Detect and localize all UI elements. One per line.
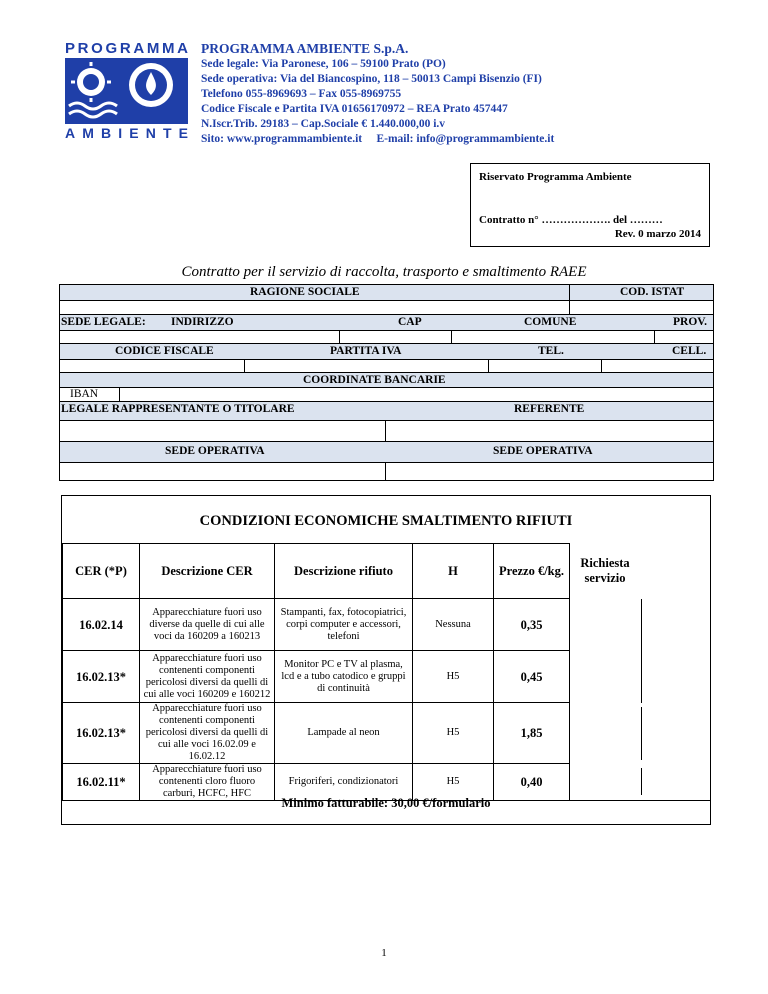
price: 1,85 bbox=[494, 703, 570, 764]
label-indirizzo: INDIRIZZO bbox=[171, 316, 234, 328]
richiesta-servizio-label: Richiesta servizio bbox=[580, 556, 630, 585]
conditions-title: CONDIZIONI ECONOMICHE SMALTIMENTO RIFIUTI bbox=[199, 513, 573, 529]
descrizione-rifiuto: Stampanti, fax, fotocopiatrici, corpi computer e accessori, telefoni bbox=[275, 599, 413, 651]
cer-code: 16.02.11* bbox=[63, 764, 140, 801]
label-sede-operativa-1: SEDE OPERATIVA bbox=[165, 445, 265, 457]
price: 0,40 bbox=[494, 764, 570, 801]
form-row-input-1 bbox=[60, 300, 713, 314]
contract-number: Contratto n° ………………. del ……… bbox=[479, 214, 663, 226]
sede-operativa-2-field[interactable] bbox=[386, 463, 713, 480]
col-header-prezzo: Prezzo €/kg. bbox=[494, 544, 570, 599]
company-info bbox=[201, 41, 721, 147]
descrizione-cer: Apparecchiature fuori uso contenenti componenti pericolosi diversi da quelli di cui alle voci 160209 e 160212 bbox=[140, 651, 275, 703]
label-coordinate-bancarie: COORDINATE BANCARIE bbox=[303, 374, 446, 386]
h-class: H5 bbox=[413, 651, 494, 703]
table-row bbox=[63, 703, 711, 764]
h-class: Nessuna bbox=[413, 599, 494, 651]
document-title: Contratto per il servizio di raccolta, trasporto e smaltimento RAEE bbox=[181, 264, 587, 280]
form-row-header-4 bbox=[60, 372, 713, 387]
label-partita-iva: PARTITA IVA bbox=[330, 345, 402, 357]
indirizzo-field[interactable] bbox=[60, 331, 340, 343]
form-row-iban bbox=[60, 387, 713, 401]
label-legale-rappresentante: LEGALE RAPPRESENTANTE O TITOLARE bbox=[61, 403, 295, 415]
richiesta-servizio-cell[interactable] bbox=[570, 764, 711, 801]
table-row bbox=[63, 651, 711, 703]
descrizione-cer: Apparecchiature fuori uso contenenti componenti pericolosi diversi da quelli di cui alle voci 16.02.09 e 16.02.12 bbox=[140, 703, 275, 764]
label-prov: PROV. bbox=[673, 316, 707, 328]
label-cod-istat: COD. ISTAT bbox=[620, 286, 685, 298]
label-cell: CELL. bbox=[672, 345, 707, 357]
descrizione-cer: Apparecchiature fuori uso diverse da quelle di cui alle voci da 160209 a 160213 bbox=[140, 599, 275, 651]
client-data-form bbox=[59, 284, 714, 481]
table-row bbox=[63, 599, 711, 651]
descrizione-rifiuto: Frigoriferi, condizionatori bbox=[275, 764, 413, 801]
minimo-fatturabile: Minimo fatturabile: 30,00 €/formulario bbox=[281, 796, 491, 810]
descrizione-rifiuto: Monitor PC e TV al plasma, lcd e a tubo catodico e gruppi di continuità bbox=[275, 651, 413, 703]
comune-field[interactable] bbox=[452, 331, 655, 343]
table-header-row bbox=[63, 544, 711, 599]
page-number: 1 bbox=[381, 947, 387, 959]
descrizione-cer: Apparecchiature fuori uso contenenti cloro fluoro carburi, HCFC, HFC bbox=[140, 764, 275, 801]
company-name: PROGRAMMA AMBIENTE S.p.A. bbox=[201, 41, 409, 56]
cod-istat-field[interactable] bbox=[570, 301, 713, 314]
logo-text-top: PROGRAMMA bbox=[65, 40, 188, 57]
partita-iva-field[interactable] bbox=[245, 360, 489, 372]
form-row-header-3 bbox=[60, 343, 713, 359]
sede-operativa-1-field[interactable] bbox=[60, 463, 386, 480]
conditions-table bbox=[62, 543, 711, 801]
table-row bbox=[63, 764, 711, 801]
company-line: Telefono 055-8969693 – Fax 055-8969755 bbox=[201, 88, 402, 100]
form-row-input-3 bbox=[60, 359, 713, 372]
reserved-box bbox=[470, 163, 710, 247]
tel-field[interactable] bbox=[489, 360, 602, 372]
descrizione-rifiuto: Lampade al neon bbox=[275, 703, 413, 764]
richiesta-servizio-cell[interactable] bbox=[570, 599, 711, 651]
label-referente: REFERENTE bbox=[514, 403, 585, 415]
cer-code: 16.02.13* bbox=[63, 703, 140, 764]
col-header-cer: CER (*P) bbox=[63, 544, 140, 599]
ragione-sociale-field[interactable] bbox=[60, 301, 570, 314]
form-row-input-2 bbox=[60, 330, 713, 343]
company-logo bbox=[63, 40, 190, 140]
form-row-header-1 bbox=[60, 285, 713, 300]
legale-rappresentante-field[interactable] bbox=[60, 421, 386, 441]
label-comune: COMUNE bbox=[524, 316, 577, 328]
form-row-header-5 bbox=[60, 401, 713, 420]
col-header-h: H bbox=[413, 544, 494, 599]
richiesta-servizio-cell[interactable] bbox=[570, 703, 711, 764]
company-line: Sede operativa: Via del Biancospino, 118 – 50013 Campi Bisenzio (FI) bbox=[201, 73, 542, 85]
price: 0,45 bbox=[494, 651, 570, 703]
label-sede-operativa-2: SEDE OPERATIVA bbox=[493, 445, 593, 457]
form-row-input-5 bbox=[60, 420, 713, 441]
reserved-title: Riservato Programma Ambiente bbox=[479, 171, 632, 183]
company-line: N.Iscr.Trib. 29183 – Cap.Sociale € 1.440.000,00 i.v bbox=[201, 118, 446, 130]
h-class: H5 bbox=[413, 703, 494, 764]
col-header-richiesta bbox=[570, 544, 711, 599]
logo-text-bottom: AMBIENTE bbox=[65, 125, 188, 140]
label-codice-fiscale: CODICE FISCALE bbox=[115, 345, 214, 357]
economic-conditions bbox=[61, 495, 711, 825]
form-row-input-6 bbox=[60, 462, 713, 480]
company-line: Sito: www.programmambiente.it E-mail: info@programmambiente.it bbox=[201, 133, 555, 145]
cer-code: 16.02.13* bbox=[63, 651, 140, 703]
label-tel: TEL. bbox=[538, 345, 564, 357]
label-cap: CAP bbox=[398, 316, 422, 328]
price: 0,35 bbox=[494, 599, 570, 651]
cap-field[interactable] bbox=[340, 331, 452, 343]
richiesta-servizio-cell[interactable] bbox=[570, 651, 711, 703]
cell-field[interactable] bbox=[602, 360, 713, 372]
label-iban: IBAN bbox=[70, 388, 99, 400]
revision: Rev. 0 marzo 2014 bbox=[614, 228, 701, 240]
label-sede-legale: SEDE LEGALE: bbox=[61, 316, 146, 328]
company-line: Sede legale: Via Paronese, 106 – 59100 Prato (PO) bbox=[201, 58, 446, 70]
referente-field[interactable] bbox=[386, 421, 713, 441]
col-header-descrizione-rifiuto: Descrizione rifiuto bbox=[275, 544, 413, 599]
form-row-header-2 bbox=[60, 314, 713, 330]
codice-fiscale-field[interactable] bbox=[60, 360, 245, 372]
iban-field[interactable] bbox=[120, 388, 713, 401]
label-ragione-sociale: RAGIONE SOCIALE bbox=[250, 286, 360, 298]
form-row-header-6 bbox=[60, 441, 713, 462]
company-line: Codice Fiscale e Partita IVA 01656170972 – REA Prato 457447 bbox=[201, 103, 508, 115]
h-class: H5 bbox=[413, 764, 494, 801]
cer-code: 16.02.14 bbox=[63, 599, 140, 651]
col-header-descrizione-cer: Descrizione CER bbox=[140, 544, 275, 599]
prov-field[interactable] bbox=[655, 331, 713, 343]
